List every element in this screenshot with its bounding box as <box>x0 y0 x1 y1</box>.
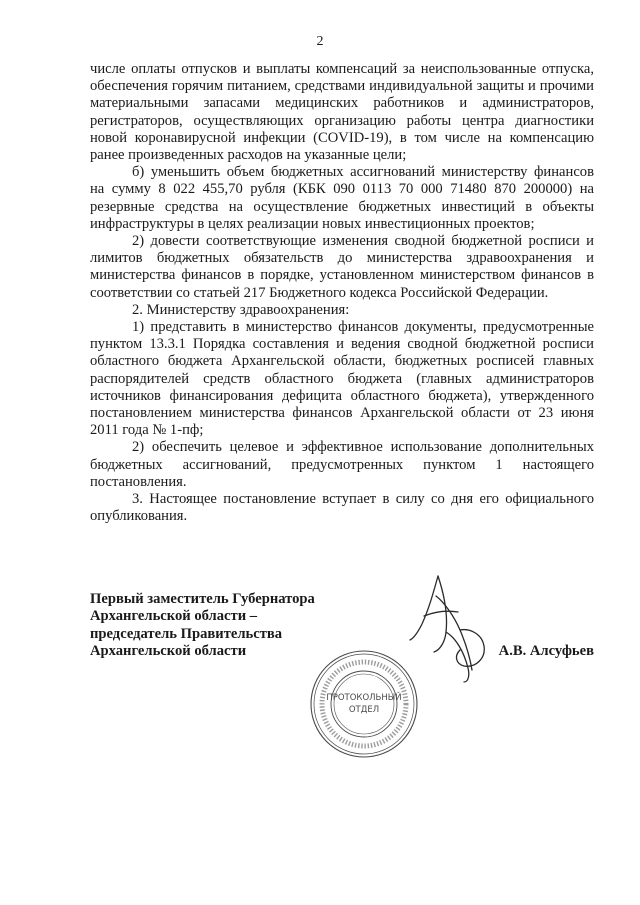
paragraph-item-b: б) уменьшить объем бюджетных ассигнований министерству финансов на сумму 8 022 455,70 рубля (КБК 090 0113 70 000 71480 870 200000) на резервные средства на осуществление бюджетных инвестиций в объекты инфраструктуры в целях реализации новых инвестиционных проектов; <box>90 164 594 232</box>
stamp-center-text: ПРОТОКОЛЬНЫЙ <box>326 693 402 703</box>
signatory-title-line: Первый заместитель Губернатора <box>90 591 315 607</box>
paragraph-section-3: 3. Настоящее постановление вступает в силу со дня его официального опубликования. <box>90 491 594 525</box>
stamp-center-text: ОТДЕЛ <box>348 705 380 715</box>
paragraph-item-2: 2) довести соответствующие изменения сводной бюджетной росписи и лимитов бюджетных обязательств до министерства здравоохранения и министерства финансов в порядке, установленном министерством финансов в соответствии со статьей 217 Бюджетного кодекса Российской Федерации. <box>90 233 594 301</box>
signatory-title-line: председатель Правительства <box>90 625 283 642</box>
document-body <box>90 61 594 525</box>
paragraph-continuation: числе оплаты отпусков и выплаты компенсаций за неиспользованные отпуска, обеспечения горячим питанием, средствами индивидуальной защиты и прочими материальными запасами медицинских работников и администраторов, регистраторов, осуществляющих организацию работы центра диагностики новой коронавирусной инфекции (COVID-19), в том числе на компенсацию ранее произведенных расходов на указанные цели; <box>90 61 594 164</box>
signatory-title-line: Архангельской области – <box>90 608 258 625</box>
signatory-title-line: Архангельской области <box>90 642 247 659</box>
paragraph-section-2: 2. Министерству здравоохранения: <box>132 301 350 318</box>
signatory-name: А.В. Алсуфьев <box>498 643 594 659</box>
paragraph-section-2-item-2: 2) обеспечить целевое и эффективное использование дополнительных бюджетных ассигнований, предусмотренных пунктом 1 настоящего постановления. <box>90 439 594 490</box>
page-number: 2 <box>316 34 324 49</box>
paragraph-section-2-item-1: 1) представить в министерство финансов документы, предусмотренные пунктом 13.3.1 Порядка составления и ведения сводной бюджетной росписи областного бюджета Архангельской области, бюджетных росписей главных распорядителей средств областного бюджета (главных администраторов источников финансирования дефицита областного бюджета), утвержденного постановлением министерства финансов Архангельской области от 23 июня 2011 года № 1-пф; <box>90 319 594 439</box>
official-stamp <box>308 648 420 760</box>
